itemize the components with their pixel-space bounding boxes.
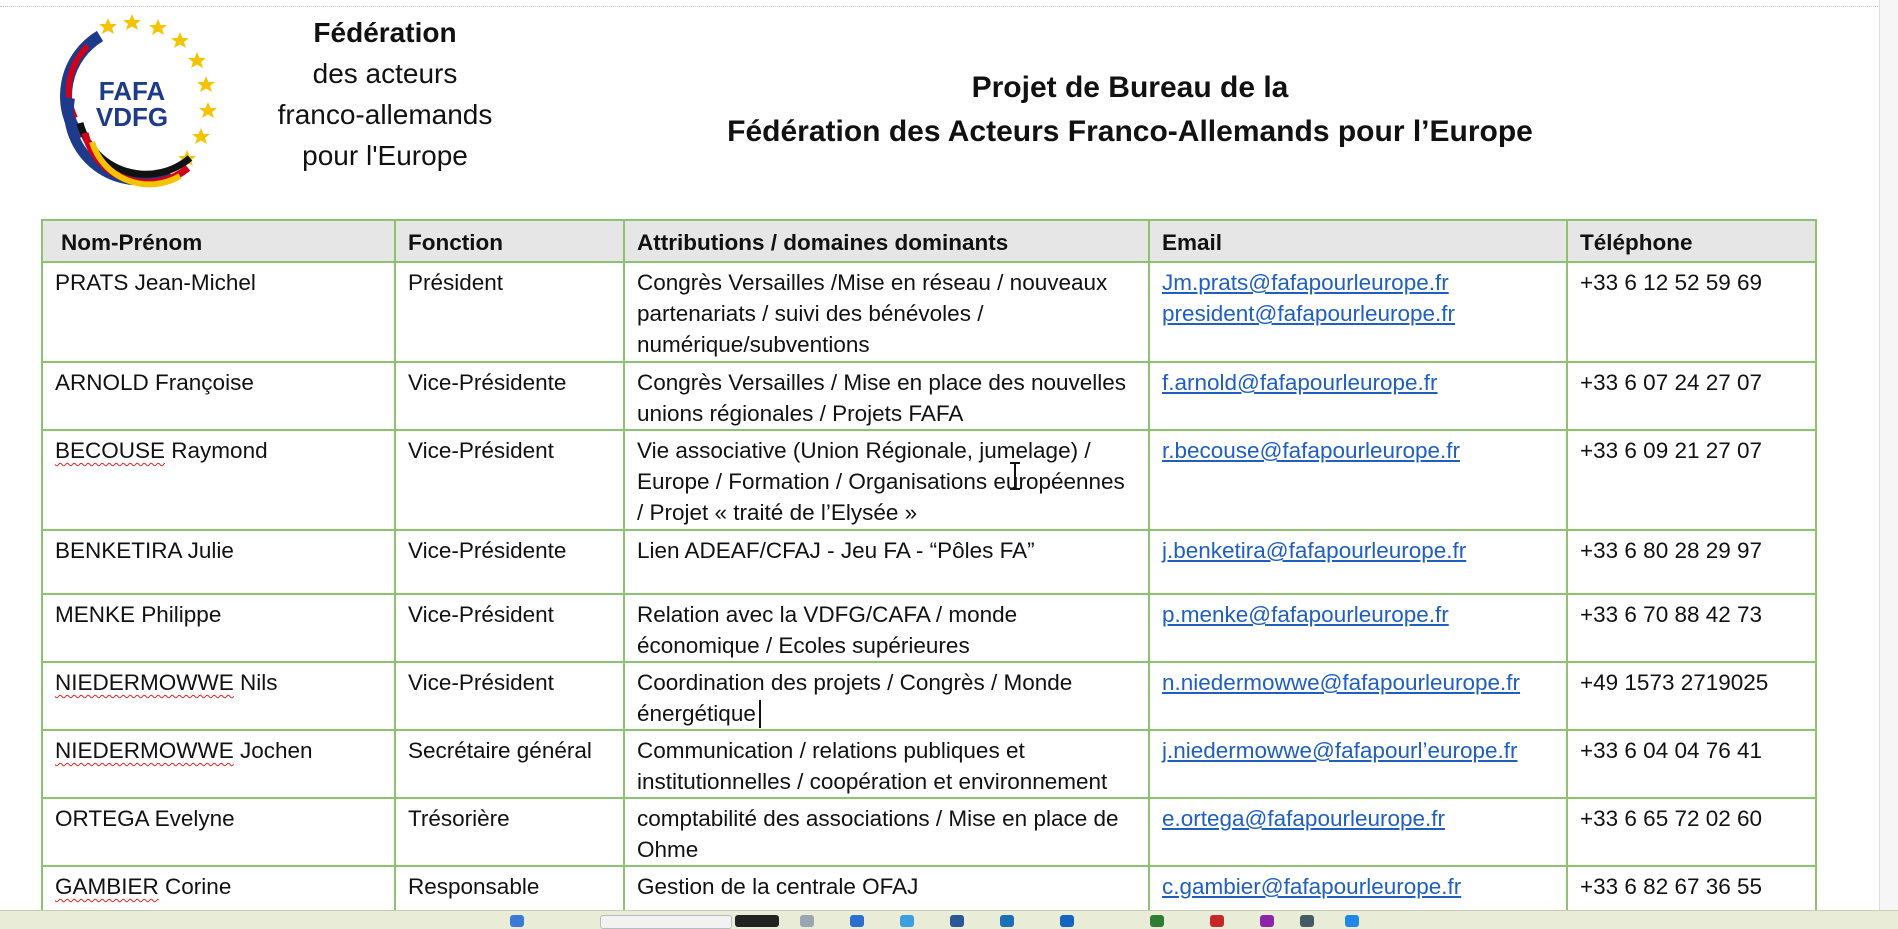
surname: PRATS	[55, 270, 129, 295]
surname: NIEDERMOWWE	[55, 738, 234, 763]
cell-attributions[interactable]: Lien ADEAF/CFAJ - Jeu FA - “Pôles FA”	[624, 530, 1149, 594]
first-name: Raymond	[171, 438, 268, 463]
cell-fonction[interactable]: Président	[395, 262, 624, 362]
cell-telephone[interactable]: +33 6 70 88 42 73	[1567, 594, 1816, 662]
surname: BENKETIRA	[55, 538, 182, 563]
cell-email[interactable]	[1149, 362, 1567, 430]
column-header-name: Nom-Prénom	[42, 220, 395, 262]
email-link[interactable]: Jm.prats@fafapourleurope.fr	[1162, 270, 1449, 295]
first-name: Nils	[240, 670, 278, 695]
cell-telephone[interactable]: +33 6 65 72 02 60	[1567, 798, 1816, 866]
cell-fonction[interactable]: Trésorière	[395, 798, 624, 866]
first-name: Jean-Michel	[134, 270, 256, 295]
cell-email[interactable]	[1149, 262, 1567, 362]
org-line-3: franco-allemands	[277, 99, 493, 130]
cell-attributions[interactable]: Congrès Versailles /Mise en réseau / nouveaux partenariats / suivi des bénévoles / numérique/subventions	[624, 262, 1149, 362]
ibeam-cursor-icon	[1008, 462, 1022, 490]
first-name: Julie	[187, 538, 234, 563]
taskbar-app-icon[interactable]	[1210, 915, 1224, 927]
cell-telephone[interactable]: +33 6 82 67 36 55	[1567, 866, 1816, 926]
email-link[interactable]: r.becouse@fafapourleurope.fr	[1162, 438, 1461, 463]
cell-attributions[interactable]: comptabilité des associations / Mise en place de Ohme	[624, 798, 1149, 866]
first-name: Philippe	[141, 602, 222, 627]
table-row	[42, 530, 1816, 594]
cell-email[interactable]	[1149, 594, 1567, 662]
taskbar-app-icon[interactable]	[950, 915, 964, 927]
cell-fonction[interactable]: Vice-Président	[395, 430, 624, 530]
cell-fonction[interactable]: Vice-Président	[395, 594, 624, 662]
cell-telephone[interactable]: +33 6 04 04 76 41	[1567, 730, 1816, 798]
column-header-fonction: Fonction	[395, 220, 624, 262]
taskbar-app-icon[interactable]	[1260, 915, 1274, 927]
title-line-2: Fédération des Acteurs Franco-Allemands pour l’Europe	[727, 115, 1533, 148]
taskbar-app-icon[interactable]	[1060, 915, 1074, 927]
cell-name[interactable]	[42, 594, 395, 662]
taskbar-app-icon[interactable]	[735, 915, 779, 927]
cell-name[interactable]	[42, 530, 395, 594]
taskbar-app-icon[interactable]	[850, 915, 864, 927]
table-row	[42, 798, 1816, 866]
logo-text-vdfg: VDFG	[95, 102, 169, 132]
cell-fonction[interactable]: Secrétaire général	[395, 730, 624, 798]
cell-name[interactable]	[42, 362, 395, 430]
cell-fonction[interactable]: Vice-Président	[395, 662, 624, 730]
email-link[interactable]: e.ortega@fafapourleurope.fr	[1162, 806, 1446, 831]
table-row	[42, 730, 1816, 798]
table-row	[42, 430, 1816, 530]
surname: MENKE	[55, 602, 136, 627]
taskbar-app-icon[interactable]	[900, 915, 914, 927]
cell-telephone[interactable]: +33 6 80 28 29 97	[1567, 530, 1816, 594]
document-title	[640, 66, 1620, 154]
cell-name[interactable]	[42, 262, 395, 362]
bureau-table	[41, 219, 1817, 927]
table-row	[42, 362, 1816, 430]
cell-email[interactable]	[1149, 798, 1567, 866]
cell-attributions[interactable]: Relation avec la VDFG/CAFA / monde économique / Ecoles supérieures	[624, 594, 1149, 662]
email-link[interactable]: j.niedermowwe@fafapourl’europe.fr	[1162, 738, 1518, 763]
cell-email[interactable]	[1149, 430, 1567, 530]
surname: BECOUSE	[55, 438, 166, 463]
taskbar-app-icon[interactable]	[1150, 915, 1164, 927]
first-name: Françoise	[155, 370, 254, 395]
cell-name[interactable]	[42, 662, 395, 730]
column-header-attributions: Attributions / domaines dominants	[624, 220, 1149, 262]
cell-telephone[interactable]: +33 6 12 52 59 69	[1567, 262, 1816, 362]
email-link[interactable]: n.niedermowwe@fafapourleurope.fr	[1162, 670, 1521, 695]
cell-email[interactable]	[1149, 530, 1567, 594]
vertical-scrollbar[interactable]	[1879, 0, 1898, 910]
surname: ARNOLD	[55, 370, 149, 395]
taskbar-app-icon[interactable]	[1345, 915, 1359, 927]
cell-email[interactable]	[1149, 730, 1567, 798]
table-row	[42, 662, 1816, 730]
cell-telephone[interactable]: +33 6 07 24 27 07	[1567, 362, 1816, 430]
cell-fonction[interactable]: Responsable	[395, 866, 624, 926]
org-line-4: pour l'Europe	[302, 140, 468, 171]
taskbar-app-icon[interactable]	[510, 915, 524, 927]
taskbar-app-icon[interactable]	[800, 915, 814, 927]
taskbar-app-icon[interactable]	[1300, 915, 1314, 927]
document-top-border	[0, 0, 1898, 7]
cell-name[interactable]	[42, 730, 395, 798]
table-row	[42, 262, 1816, 362]
cell-fonction[interactable]: Vice-Présidente	[395, 530, 624, 594]
table-row	[42, 594, 1816, 662]
cell-name[interactable]	[42, 798, 395, 866]
surname: GAMBIER	[55, 874, 159, 899]
cell-fonction[interactable]: Vice-Présidente	[395, 362, 624, 430]
email-link[interactable]: f.arnold@fafapourleurope.fr	[1162, 370, 1438, 395]
org-line-2: des acteurs	[312, 58, 458, 89]
title-line-1: Projet de Bureau de la	[971, 71, 1289, 104]
cell-email[interactable]	[1149, 662, 1567, 730]
surname: NIEDERMOWWE	[55, 670, 234, 695]
cell-telephone[interactable]: +49 1573 2719025	[1567, 662, 1816, 730]
taskbar-app-icon[interactable]	[1000, 915, 1014, 927]
cell-telephone[interactable]: +33 6 09 21 27 07	[1567, 430, 1816, 530]
text-caret	[759, 700, 761, 728]
fafa-vdfg-logo	[40, 8, 225, 193]
email-link[interactable]: p.menke@fafapourleurope.fr	[1162, 602, 1449, 627]
logo-text-fafa: FAFA	[98, 76, 166, 106]
taskbar-search-box[interactable]	[600, 915, 732, 929]
organization-name	[250, 12, 520, 176]
cell-attributions[interactable]: Congrès Versailles / Mise en place des nouvelles unions régionales / Projets FAFA	[624, 362, 1149, 430]
email-link[interactable]: j.benketira@fafapourleurope.fr	[1162, 538, 1467, 563]
column-header-email: Email	[1149, 220, 1567, 262]
surname: ORTEGA	[55, 806, 149, 831]
cell-attributions[interactable]: Gestion de la centrale OFAJ	[624, 866, 1149, 926]
cell-attributions[interactable]: Vie associative (Union Régionale, jumelage) / Europe / Formation / Organisations européennes / Projet « traité de l’Elysée »	[624, 430, 1149, 530]
table-header-row	[42, 220, 1816, 262]
cell-name[interactable]	[42, 430, 395, 530]
org-line-1: Fédération	[313, 17, 457, 48]
taskbar	[0, 910, 1898, 929]
first-name: Jochen	[240, 738, 313, 763]
cell-attributions[interactable]: Coordination des projets / Congrès / Monde énergétique	[624, 662, 1149, 730]
column-header-telephone: Téléphone	[1567, 220, 1816, 262]
first-name: Corine	[165, 874, 232, 899]
cell-attributions[interactable]: Communication / relations publiques et institutionnelles / coopération et environnement	[624, 730, 1149, 798]
email-link-secondary[interactable]: president@fafapourleurope.fr	[1162, 301, 1456, 326]
first-name: Evelyne	[154, 806, 235, 831]
email-link[interactable]: c.gambier@fafapourleurope.fr	[1162, 874, 1462, 899]
